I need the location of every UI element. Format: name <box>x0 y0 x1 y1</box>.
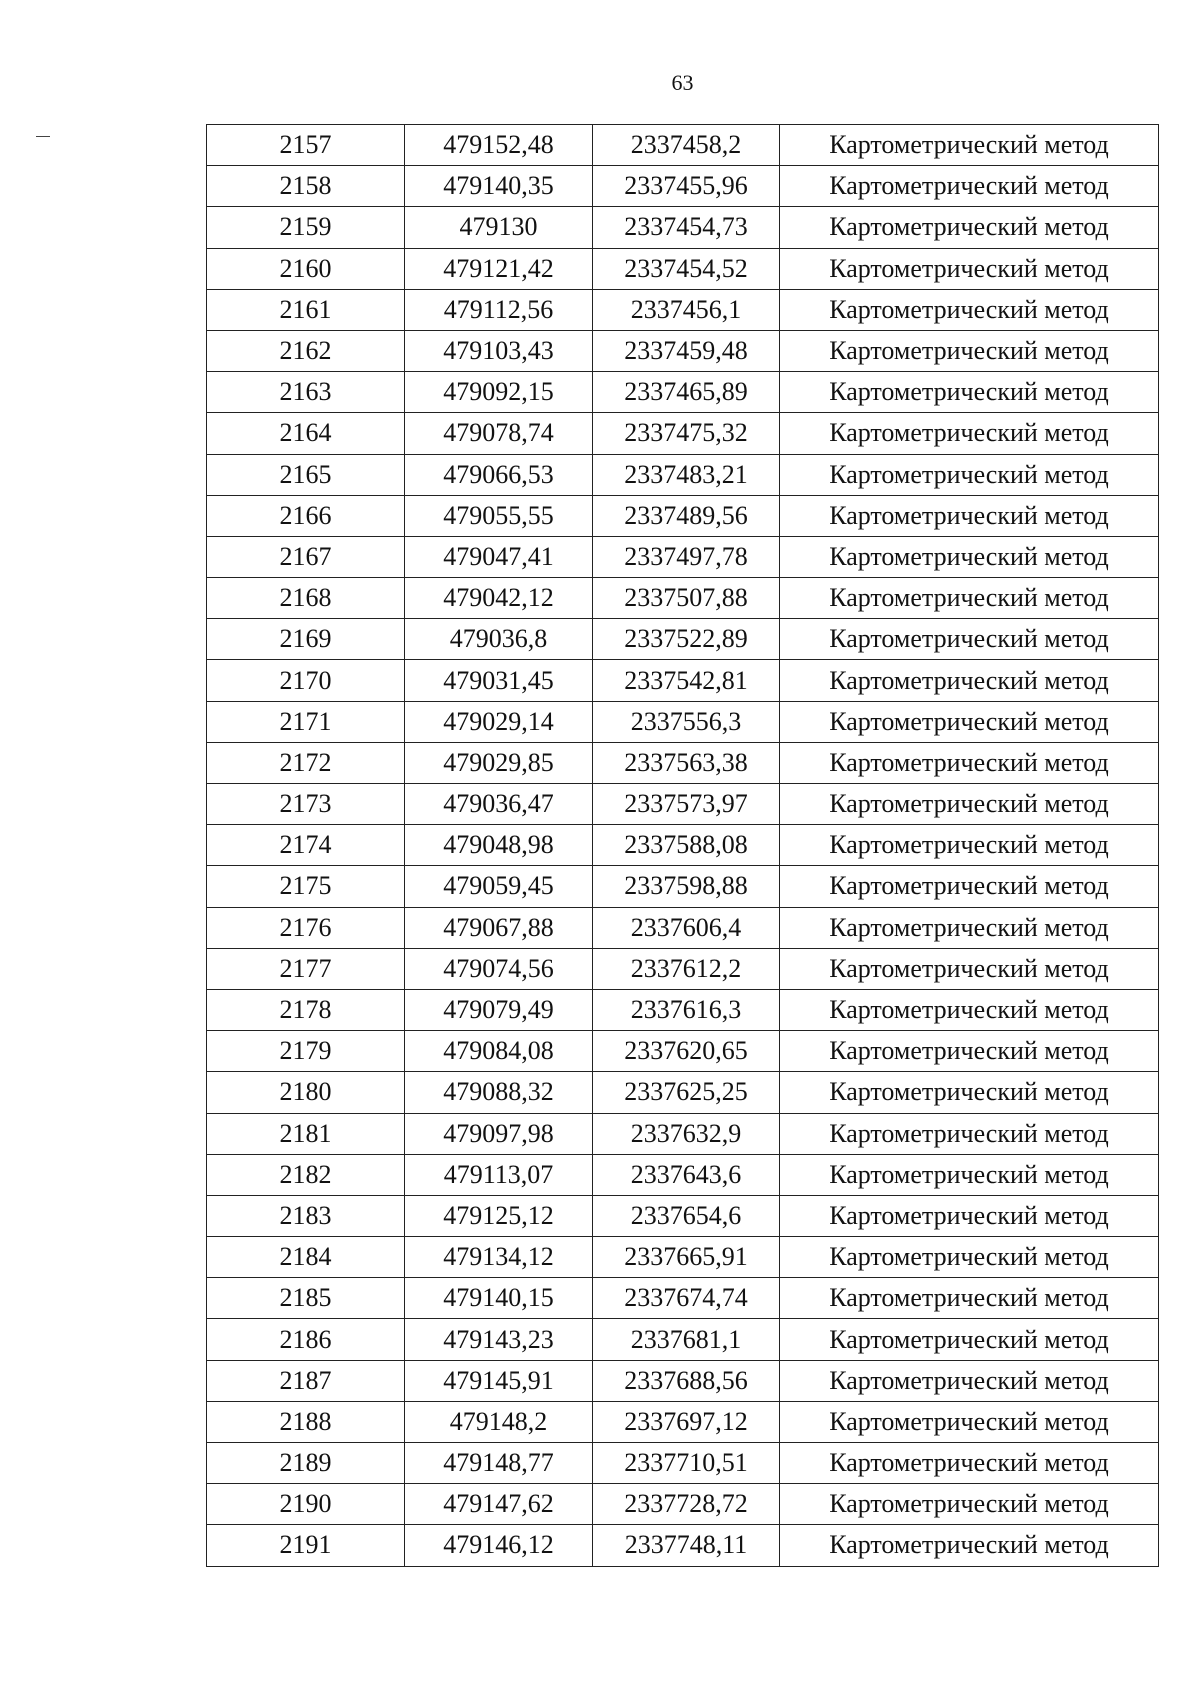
y-coordinate-cell: 2337573,97 <box>593 784 780 825</box>
x-coordinate-cell: 479029,14 <box>405 701 593 742</box>
x-coordinate-cell: 479148,77 <box>405 1443 593 1484</box>
y-coordinate-cell: 2337748,11 <box>593 1525 780 1566</box>
y-coordinate-cell: 2337475,32 <box>593 413 780 454</box>
method-cell: Картометрический метод <box>780 372 1159 413</box>
point-number-cell: 2174 <box>207 825 405 866</box>
point-number-cell: 2184 <box>207 1237 405 1278</box>
y-coordinate-cell: 2337697,12 <box>593 1401 780 1442</box>
table-row <box>207 1113 1159 1154</box>
table-row <box>207 989 1159 1030</box>
coordinates-table <box>206 124 1159 1567</box>
method-cell: Картометрический метод <box>780 1195 1159 1236</box>
method-cell: Картометрический метод <box>780 1401 1159 1442</box>
method-cell: Картометрический метод <box>780 248 1159 289</box>
point-number-cell: 2180 <box>207 1072 405 1113</box>
y-coordinate-cell: 2337556,3 <box>593 701 780 742</box>
point-number-cell: 2168 <box>207 578 405 619</box>
table-row <box>207 454 1159 495</box>
y-coordinate-cell: 2337456,1 <box>593 289 780 330</box>
y-coordinate-cell: 2337674,74 <box>593 1278 780 1319</box>
point-number-cell: 2188 <box>207 1401 405 1442</box>
x-coordinate-cell: 479074,56 <box>405 948 593 989</box>
table-row <box>207 1525 1159 1566</box>
table-row <box>207 495 1159 536</box>
table-row <box>207 1031 1159 1072</box>
y-coordinate-cell: 2337665,91 <box>593 1237 780 1278</box>
x-coordinate-cell: 479047,41 <box>405 536 593 577</box>
table-row <box>207 742 1159 783</box>
table-row <box>207 536 1159 577</box>
y-coordinate-cell: 2337728,72 <box>593 1484 780 1525</box>
table-row <box>207 1319 1159 1360</box>
table-row <box>207 1443 1159 1484</box>
method-cell: Картометрический метод <box>780 289 1159 330</box>
method-cell: Картометрический метод <box>780 454 1159 495</box>
point-number-cell: 2185 <box>207 1278 405 1319</box>
x-coordinate-cell: 479125,12 <box>405 1195 593 1236</box>
method-cell: Картометрический метод <box>780 1484 1159 1525</box>
x-coordinate-cell: 479130 <box>405 207 593 248</box>
method-cell: Картометрический метод <box>780 784 1159 825</box>
method-cell: Картометрический метод <box>780 536 1159 577</box>
x-coordinate-cell: 479048,98 <box>405 825 593 866</box>
method-cell: Картометрический метод <box>780 413 1159 454</box>
y-coordinate-cell: 2337616,3 <box>593 989 780 1030</box>
x-coordinate-cell: 479067,88 <box>405 907 593 948</box>
table-row <box>207 372 1159 413</box>
method-cell: Картометрический метод <box>780 166 1159 207</box>
table-row <box>207 289 1159 330</box>
table-row <box>207 330 1159 371</box>
method-cell: Картометрический метод <box>780 1319 1159 1360</box>
point-number-cell: 2179 <box>207 1031 405 1072</box>
table-row <box>207 166 1159 207</box>
point-number-cell: 2169 <box>207 619 405 660</box>
y-coordinate-cell: 2337454,73 <box>593 207 780 248</box>
scan-mark <box>36 136 50 137</box>
method-cell: Картометрический метод <box>780 330 1159 371</box>
x-coordinate-cell: 479084,08 <box>405 1031 593 1072</box>
x-coordinate-cell: 479145,91 <box>405 1360 593 1401</box>
y-coordinate-cell: 2337459,48 <box>593 330 780 371</box>
method-cell: Картометрический метод <box>780 619 1159 660</box>
method-cell: Картометрический метод <box>780 701 1159 742</box>
x-coordinate-cell: 479147,62 <box>405 1484 593 1525</box>
x-coordinate-cell: 479066,53 <box>405 454 593 495</box>
method-cell: Картометрический метод <box>780 1237 1159 1278</box>
x-coordinate-cell: 479097,98 <box>405 1113 593 1154</box>
y-coordinate-cell: 2337483,21 <box>593 454 780 495</box>
point-number-cell: 2157 <box>207 125 405 166</box>
x-coordinate-cell: 479042,12 <box>405 578 593 619</box>
method-cell: Картометрический метод <box>780 1154 1159 1195</box>
table-row <box>207 1360 1159 1401</box>
method-cell: Картометрический метод <box>780 207 1159 248</box>
x-coordinate-cell: 479092,15 <box>405 372 593 413</box>
method-cell: Картометрический метод <box>780 1113 1159 1154</box>
point-number-cell: 2175 <box>207 866 405 907</box>
point-number-cell: 2164 <box>207 413 405 454</box>
y-coordinate-cell: 2337497,78 <box>593 536 780 577</box>
table-row <box>207 1072 1159 1113</box>
table-row <box>207 701 1159 742</box>
method-cell: Картометрический метод <box>780 742 1159 783</box>
point-number-cell: 2181 <box>207 1113 405 1154</box>
point-number-cell: 2191 <box>207 1525 405 1566</box>
y-coordinate-cell: 2337522,89 <box>593 619 780 660</box>
method-cell: Картометрический метод <box>780 1072 1159 1113</box>
y-coordinate-cell: 2337654,6 <box>593 1195 780 1236</box>
method-cell: Картометрический метод <box>780 1278 1159 1319</box>
method-cell: Картометрический метод <box>780 866 1159 907</box>
table-row <box>207 907 1159 948</box>
point-number-cell: 2182 <box>207 1154 405 1195</box>
x-coordinate-cell: 479055,55 <box>405 495 593 536</box>
point-number-cell: 2176 <box>207 907 405 948</box>
point-number-cell: 2177 <box>207 948 405 989</box>
table-row <box>207 660 1159 701</box>
table-row <box>207 578 1159 619</box>
point-number-cell: 2171 <box>207 701 405 742</box>
y-coordinate-cell: 2337588,08 <box>593 825 780 866</box>
point-number-cell: 2186 <box>207 1319 405 1360</box>
y-coordinate-cell: 2337454,52 <box>593 248 780 289</box>
x-coordinate-cell: 479121,42 <box>405 248 593 289</box>
point-number-cell: 2189 <box>207 1443 405 1484</box>
table-row <box>207 1237 1159 1278</box>
point-number-cell: 2158 <box>207 166 405 207</box>
method-cell: Картометрический метод <box>780 1360 1159 1401</box>
point-number-cell: 2183 <box>207 1195 405 1236</box>
y-coordinate-cell: 2337643,6 <box>593 1154 780 1195</box>
method-cell: Картометрический метод <box>780 495 1159 536</box>
method-cell: Картометрический метод <box>780 1031 1159 1072</box>
method-cell: Картометрический метод <box>780 578 1159 619</box>
y-coordinate-cell: 2337542,81 <box>593 660 780 701</box>
table-row <box>207 1401 1159 1442</box>
x-coordinate-cell: 479088,32 <box>405 1072 593 1113</box>
x-coordinate-cell: 479143,23 <box>405 1319 593 1360</box>
point-number-cell: 2166 <box>207 495 405 536</box>
point-number-cell: 2165 <box>207 454 405 495</box>
y-coordinate-cell: 2337458,2 <box>593 125 780 166</box>
x-coordinate-cell: 479140,35 <box>405 166 593 207</box>
y-coordinate-cell: 2337563,38 <box>593 742 780 783</box>
y-coordinate-cell: 2337465,89 <box>593 372 780 413</box>
method-cell: Картометрический метод <box>780 660 1159 701</box>
method-cell: Картометрический метод <box>780 989 1159 1030</box>
point-number-cell: 2178 <box>207 989 405 1030</box>
point-number-cell: 2161 <box>207 289 405 330</box>
table-row <box>207 248 1159 289</box>
method-cell: Картометрический метод <box>780 948 1159 989</box>
method-cell: Картометрический метод <box>780 1525 1159 1566</box>
y-coordinate-cell: 2337710,51 <box>593 1443 780 1484</box>
y-coordinate-cell: 2337489,56 <box>593 495 780 536</box>
x-coordinate-cell: 479148,2 <box>405 1401 593 1442</box>
y-coordinate-cell: 2337507,88 <box>593 578 780 619</box>
x-coordinate-cell: 479079,49 <box>405 989 593 1030</box>
y-coordinate-cell: 2337681,1 <box>593 1319 780 1360</box>
point-number-cell: 2190 <box>207 1484 405 1525</box>
x-coordinate-cell: 479146,12 <box>405 1525 593 1566</box>
point-number-cell: 2187 <box>207 1360 405 1401</box>
x-coordinate-cell: 479112,56 <box>405 289 593 330</box>
y-coordinate-cell: 2337632,9 <box>593 1113 780 1154</box>
table-row <box>207 619 1159 660</box>
x-coordinate-cell: 479031,45 <box>405 660 593 701</box>
point-number-cell: 2170 <box>207 660 405 701</box>
x-coordinate-cell: 479059,45 <box>405 866 593 907</box>
x-coordinate-cell: 479152,48 <box>405 125 593 166</box>
table-row <box>207 1484 1159 1525</box>
y-coordinate-cell: 2337688,56 <box>593 1360 780 1401</box>
method-cell: Картометрический метод <box>780 125 1159 166</box>
point-number-cell: 2163 <box>207 372 405 413</box>
page-number: 63 <box>671 70 694 95</box>
table-row <box>207 1278 1159 1319</box>
point-number-cell: 2159 <box>207 207 405 248</box>
table-row <box>207 825 1159 866</box>
y-coordinate-cell: 2337625,25 <box>593 1072 780 1113</box>
table-row <box>207 866 1159 907</box>
x-coordinate-cell: 479103,43 <box>405 330 593 371</box>
point-number-cell: 2172 <box>207 742 405 783</box>
method-cell: Картометрический метод <box>780 825 1159 866</box>
table-row <box>207 1154 1159 1195</box>
x-coordinate-cell: 479036,8 <box>405 619 593 660</box>
point-number-cell: 2173 <box>207 784 405 825</box>
point-number-cell: 2167 <box>207 536 405 577</box>
x-coordinate-cell: 479036,47 <box>405 784 593 825</box>
table-row <box>207 784 1159 825</box>
method-cell: Картометрический метод <box>780 907 1159 948</box>
table-row <box>207 207 1159 248</box>
table-row <box>207 948 1159 989</box>
y-coordinate-cell: 2337620,65 <box>593 1031 780 1072</box>
coordinates-table-body <box>207 125 1159 1567</box>
table-row <box>207 125 1159 166</box>
x-coordinate-cell: 479029,85 <box>405 742 593 783</box>
x-coordinate-cell: 479113,07 <box>405 1154 593 1195</box>
y-coordinate-cell: 2337598,88 <box>593 866 780 907</box>
y-coordinate-cell: 2337455,96 <box>593 166 780 207</box>
method-cell: Картометрический метод <box>780 1443 1159 1484</box>
point-number-cell: 2162 <box>207 330 405 371</box>
x-coordinate-cell: 479134,12 <box>405 1237 593 1278</box>
table-row <box>207 1195 1159 1236</box>
table-row <box>207 413 1159 454</box>
x-coordinate-cell: 479078,74 <box>405 413 593 454</box>
point-number-cell: 2160 <box>207 248 405 289</box>
y-coordinate-cell: 2337606,4 <box>593 907 780 948</box>
x-coordinate-cell: 479140,15 <box>405 1278 593 1319</box>
y-coordinate-cell: 2337612,2 <box>593 948 780 989</box>
